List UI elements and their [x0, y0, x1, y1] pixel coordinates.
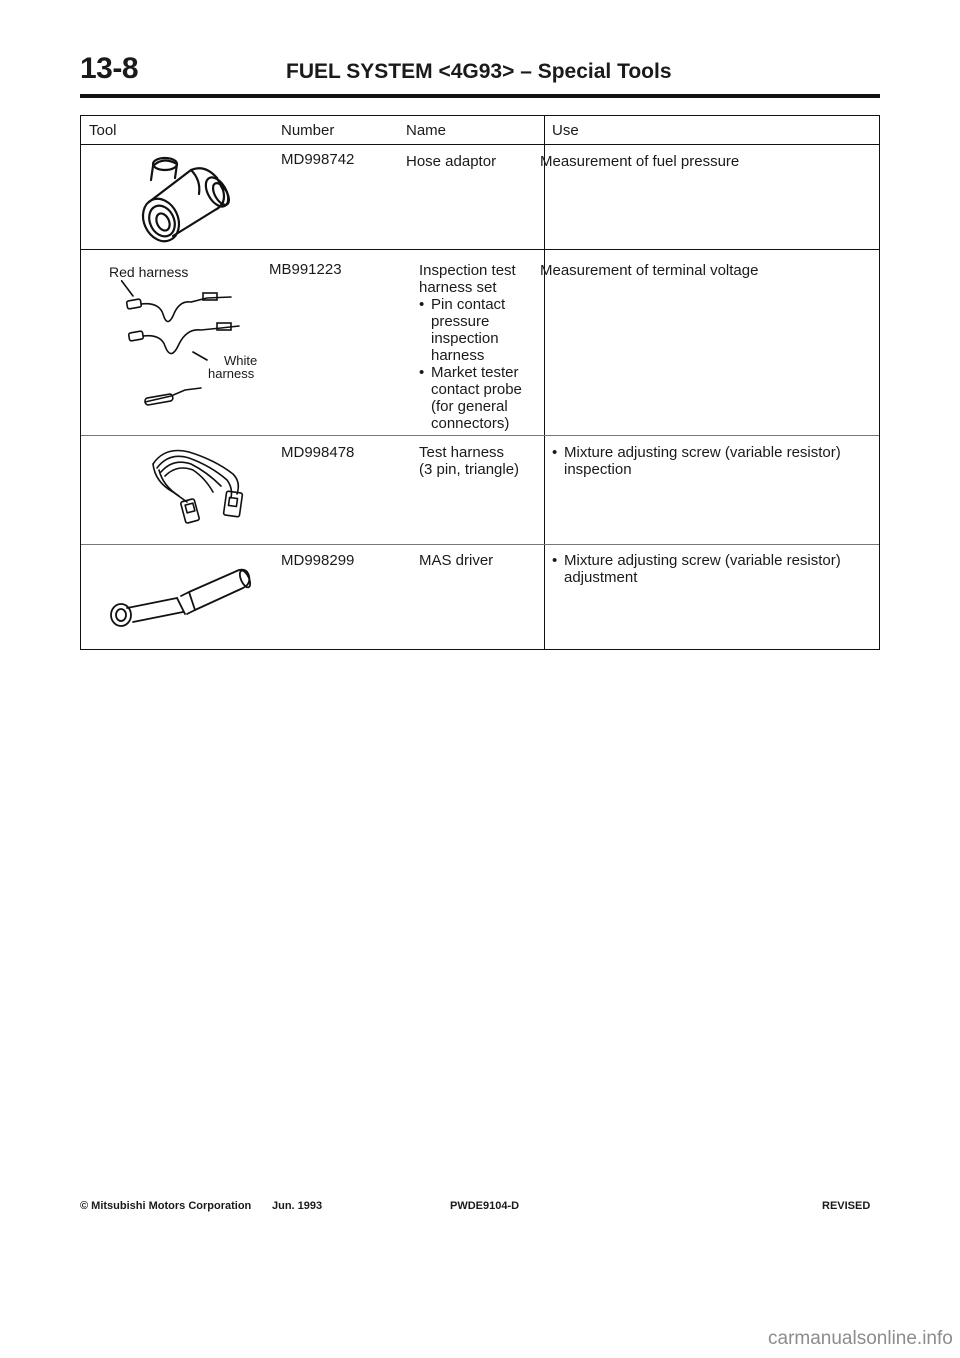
white-harness-label: White: [224, 353, 258, 368]
tool-number: MD998478: [281, 444, 355, 461]
page-number: 13-8: [80, 52, 139, 85]
footer-status: REVISED: [822, 1200, 871, 1212]
hose-adaptor-icon: [133, 140, 233, 248]
tool-name: Hose adaptor: [406, 153, 497, 170]
tool-use: [552, 552, 868, 586]
tool-use: Measurement of terminal voltage: [540, 262, 759, 279]
tool-number: MD998742: [281, 151, 355, 168]
tool-number: MB991223: [269, 261, 342, 278]
tool-name: MAS driver: [419, 552, 494, 569]
page-header: [80, 52, 880, 92]
page-title: FUEL SYSTEM <4G93> – Special Tools: [286, 60, 672, 83]
tool-use: [552, 444, 868, 478]
inspection-harness-set-icon: [121, 280, 261, 410]
special-tools-table: [80, 115, 880, 650]
column-header-use: Use: [552, 122, 579, 139]
tool-number: MD998299: [281, 552, 355, 569]
header-rule: [80, 94, 880, 98]
row-divider: [81, 435, 879, 436]
footer-copyright: © Mitsubishi Motors Corporation: [80, 1200, 252, 1212]
tool-name-main: Inspection test harness set: [419, 262, 516, 296]
red-harness-label: Red harness: [109, 264, 189, 280]
tool-name-line: (3 pin, triangle): [419, 461, 520, 478]
footer-date: Jun. 1993: [272, 1200, 323, 1212]
tool-name: [419, 444, 544, 478]
tool-name-line: Test harness: [419, 444, 505, 461]
tool-name-item: • Pin contact pressure inspection harness: [419, 296, 547, 364]
tool-use-item: • Mixture adjusting screw (variable resistor) adjustment: [552, 552, 868, 586]
mas-driver-icon: [105, 562, 255, 628]
footer-code: PWDE9104-D: [450, 1200, 520, 1212]
tool-use-item: • Mixture adjusting screw (variable resistor) inspection: [552, 444, 868, 478]
row-divider: [81, 544, 879, 545]
test-harness-icon: [145, 442, 265, 528]
tool-use: Measurement of fuel pressure: [540, 153, 740, 170]
column-header-tool: Tool: [89, 122, 117, 139]
tool-name-item: • Market tester contact probe (for general connectors): [419, 364, 547, 432]
tool-name: [419, 262, 547, 432]
watermark: carmanualsonline.info: [768, 1328, 953, 1349]
column-header-number: Number: [281, 122, 335, 139]
column-header-name: Name: [406, 122, 447, 139]
white-harness-label: harness: [208, 366, 255, 381]
row-divider: [81, 249, 879, 250]
